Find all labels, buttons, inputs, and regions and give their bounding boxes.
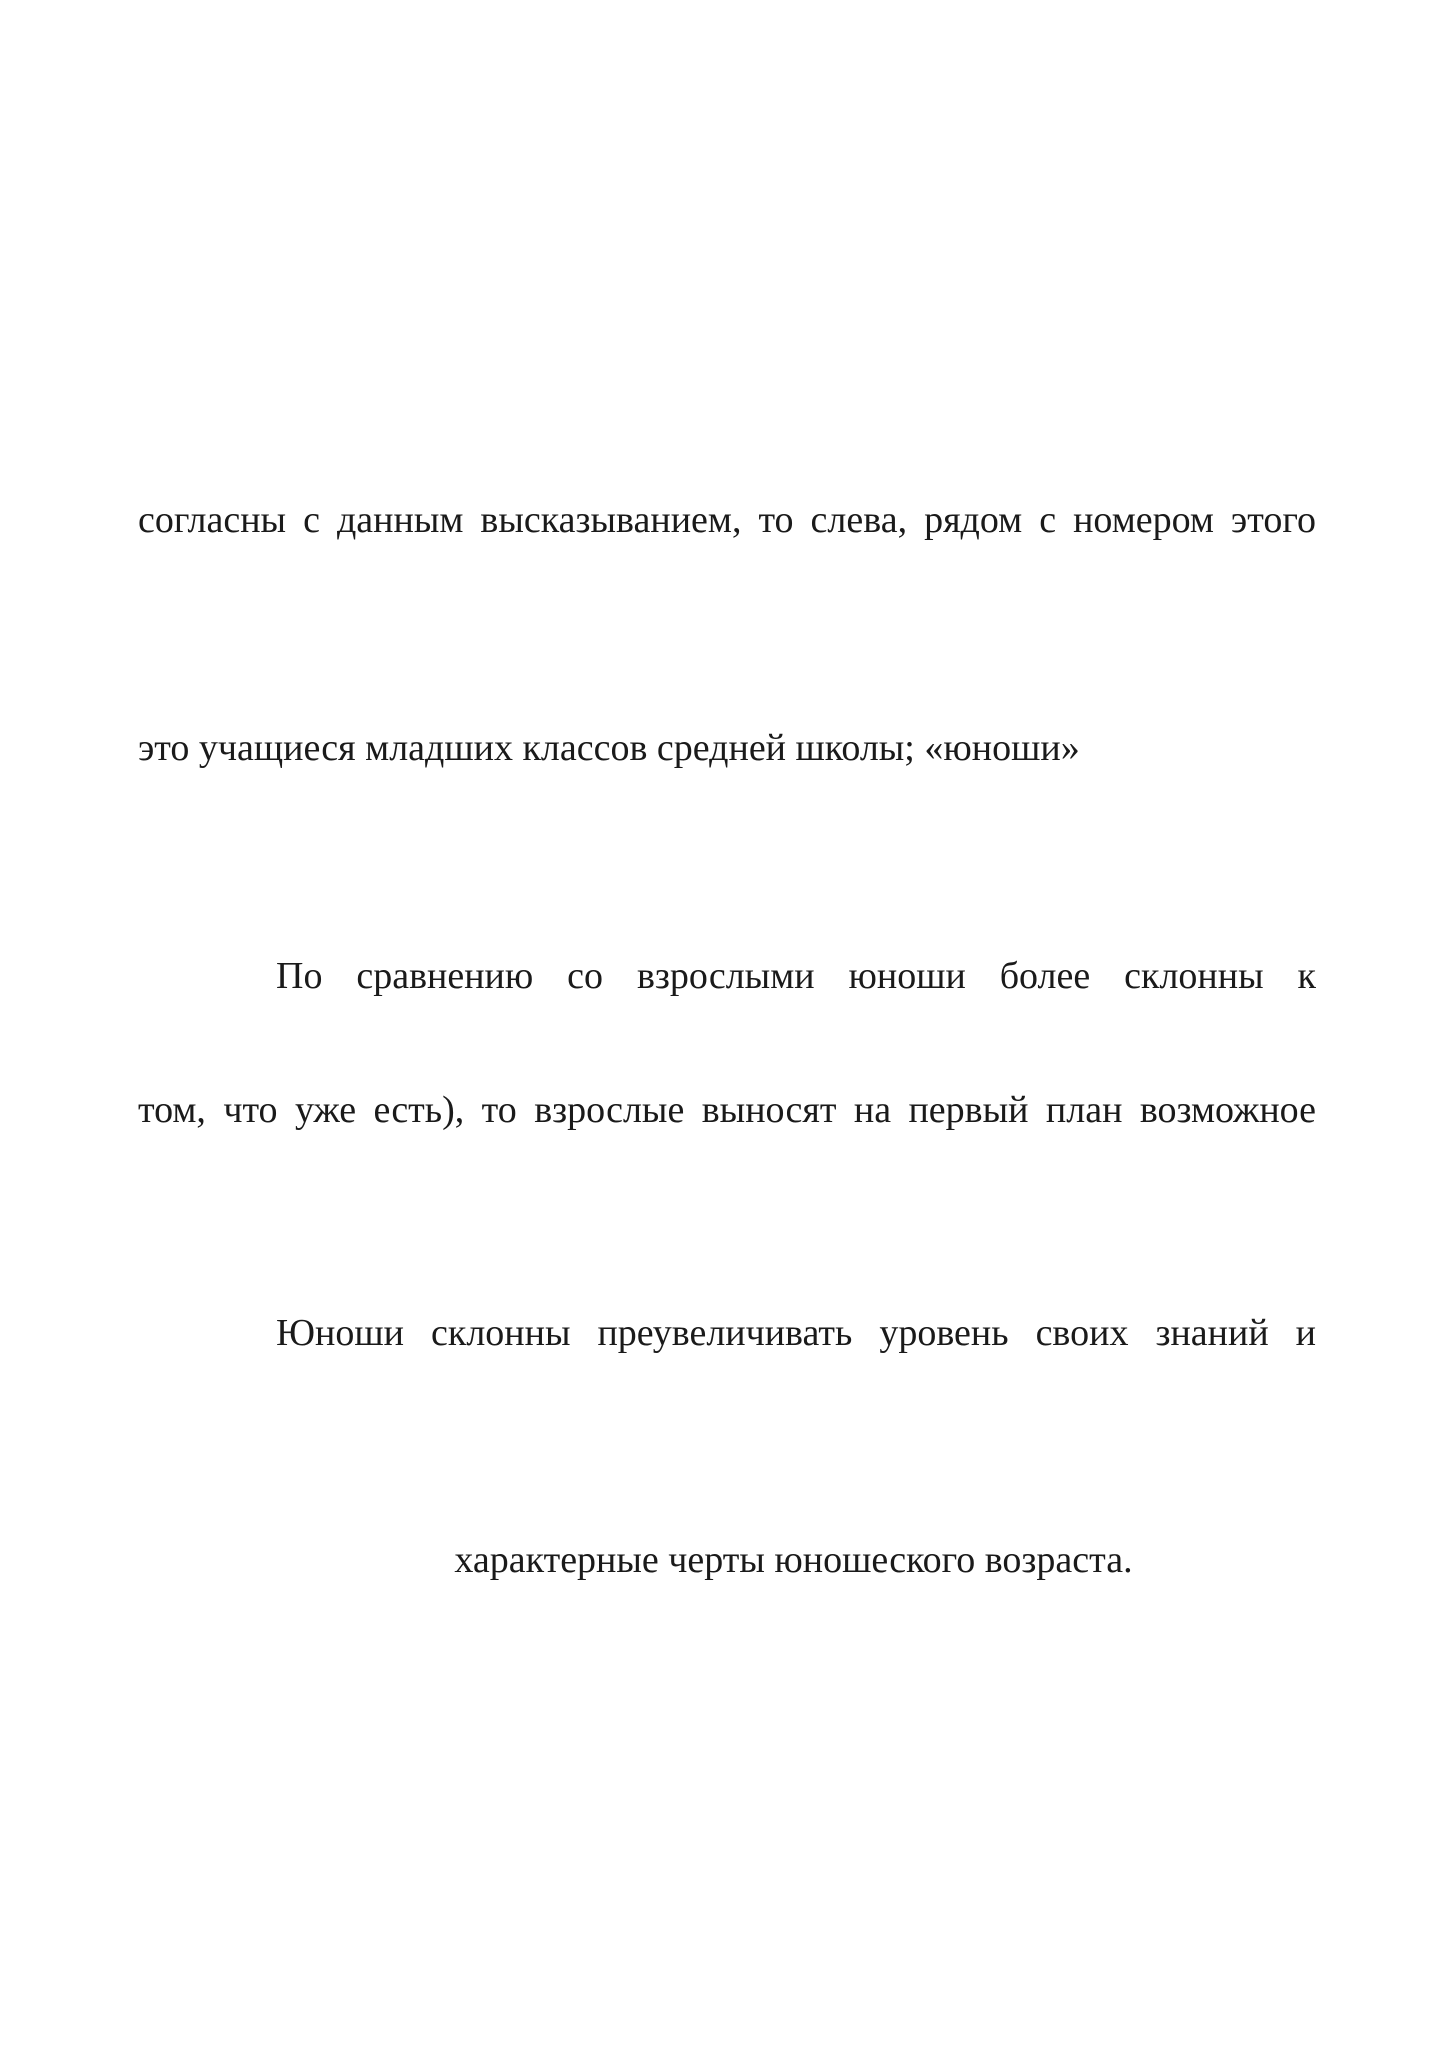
text-line-6: характерные черты юношеского возраста.	[454, 1539, 1133, 1581]
text-line-5: Юноши склонны преувеличивать уровень своих знаний и	[276, 1312, 1316, 1354]
text-line-3: По сравнению со взрослыми юноши более склонны к	[276, 955, 1316, 997]
text-line-1: согласны с данным высказыванием, то слева, рядом с номером этого	[138, 499, 1316, 541]
text-line-4: том, что уже есть), то взрослые выносят на первый план возможное	[138, 1089, 1316, 1131]
text-line-2: это учащиеся младших классов средней школы; «юноши»	[138, 727, 1080, 769]
